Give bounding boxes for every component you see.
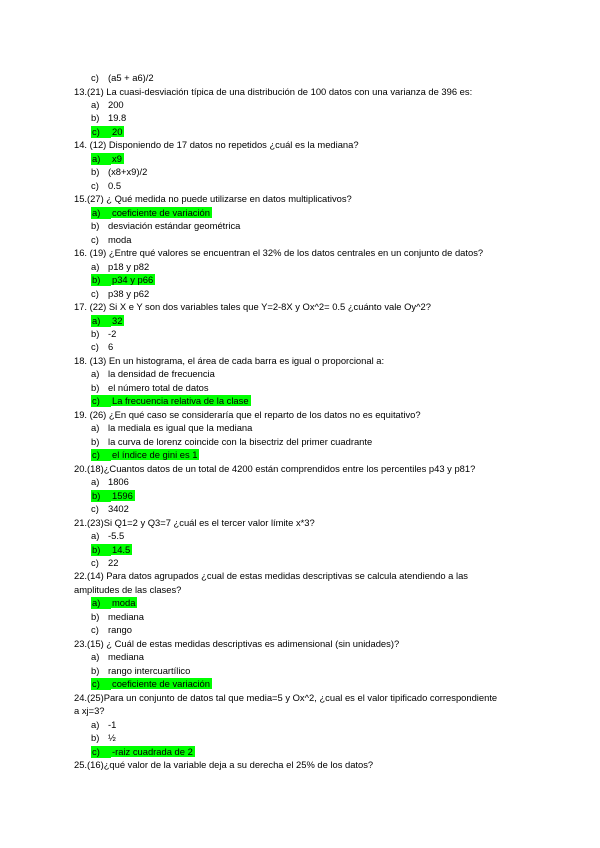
question-text: 14. (12) Disponiendo de 17 datos no repetidos ¿cuál es la mediana? [74, 139, 359, 151]
answer-option [91, 557, 118, 569]
answer-option [91, 341, 113, 353]
option-letter: a) [91, 207, 111, 219]
option-text: ½ [108, 732, 116, 743]
correct-answer-text: 32 [112, 314, 123, 326]
option-letter: c) [91, 556, 99, 568]
option-text: rango intercuartílico [108, 664, 191, 676]
option-text: desviación estándar geométrica [108, 220, 241, 232]
answer-option [91, 436, 372, 448]
option-letter: a) [91, 530, 100, 541]
answer-option [91, 597, 137, 609]
option-letter: b) [91, 732, 100, 743]
answer-option [91, 530, 124, 542]
answer-option [91, 746, 195, 758]
question-text: 19. (26) ¿En qué caso se consideraría que el reparto de los datos no es equitativo? [74, 408, 421, 420]
option-text: la densidad de frecuencia [108, 368, 215, 380]
answer-option [91, 261, 149, 273]
option-letter: b) [91, 112, 100, 124]
option-text: 6 [108, 341, 114, 353]
answer-option [91, 220, 240, 232]
option-letter: c) [91, 624, 99, 636]
option-letter: a) [91, 368, 100, 380]
question-text: 13.(21) La cuasi-desviación típica de una distribución de 100 datos con una varianza de 396 es: [74, 85, 473, 97]
answer-option [91, 126, 124, 138]
question-text: 20.(18)¿Cuantos datos de un total de 4200 están comprendidos entre los percentiles p43 y p81? [74, 462, 476, 474]
answer-option [91, 665, 190, 677]
question-text: 25.(16)¿qué valor de la variable deja a su derecha el 25% de los datos? [74, 759, 374, 770]
answer-option [91, 490, 135, 502]
option-letter: b) [91, 274, 111, 286]
option-text: p18 y p82 [108, 260, 150, 272]
answer-option [91, 274, 155, 286]
option-text: rango [108, 624, 132, 636]
option-letter: b) [91, 435, 100, 447]
question-text: 21.(23)Si Q1=2 y Q3=7 ¿cuál es el tercer valor límite x*3? [74, 516, 315, 528]
correct-answer-text: moda [112, 597, 136, 609]
correct-answer-text: 14.5 [112, 543, 131, 555]
correct-answer-text: coeficiente de variación [112, 206, 210, 218]
option-text: -2 [108, 327, 117, 339]
option-text: mediana [108, 651, 144, 663]
correct-answer-text: -raiz cuadrada de 2 [112, 745, 193, 757]
option-text: (x8+x9)/2 [108, 166, 148, 178]
correct-answer-text: coeficiente de variación [112, 678, 210, 690]
option-letter: a) [91, 597, 111, 609]
option-letter: a) [91, 315, 111, 327]
correct-answer-text: 1596 [112, 489, 133, 501]
question-text: 15.(27) ¿ Qué medida no puede utilizarse en datos multiplicativos? [74, 193, 352, 205]
option-letter: c) [91, 503, 99, 514]
option-text: 200 [108, 98, 124, 110]
correct-answer-text: p34 y p66 [112, 274, 154, 286]
option-letter: a) [91, 98, 100, 110]
option-letter: c) [91, 678, 111, 690]
option-text: -5.5 [108, 530, 125, 541]
answer-option [91, 368, 215, 380]
option-letter: a) [91, 422, 100, 434]
answer-option [91, 382, 209, 394]
answer-option [91, 288, 149, 300]
question-continuation: a xj=3? [74, 705, 105, 717]
correct-answer-text: 20 [112, 125, 123, 137]
question-text: 17. (22) Si X e Y son dos variables tales que Y=2-8X y Ox^2= 0.5 ¿cuánto vale Oy^2? [74, 301, 431, 312]
option-text: 3402 [108, 503, 129, 514]
answer-option [91, 72, 154, 84]
answer-option [91, 732, 116, 744]
answer-option [91, 651, 144, 663]
option-letter: b) [91, 166, 100, 178]
answer-option [91, 544, 132, 556]
option-letter: b) [91, 610, 100, 622]
answer-option [91, 611, 144, 623]
option-letter: c) [91, 179, 99, 191]
question-text: 22.(14) Para datos agrupados ¿cual de estas medidas descriptivas se calcula atendiendo a las [74, 570, 468, 582]
option-text: 1806 [108, 476, 129, 488]
answer-option [91, 476, 129, 488]
answer-option [91, 166, 147, 178]
answer-option [91, 678, 212, 690]
option-text: (a5 + a6)/2 [108, 72, 154, 83]
option-letter: a) [91, 153, 111, 165]
option-letter: c) [91, 287, 99, 299]
question-continuation: amplitudes de las clases? [74, 583, 182, 595]
answer-option [91, 153, 124, 165]
option-letter: a) [91, 651, 100, 663]
answer-option [91, 422, 252, 434]
option-letter: c) [91, 449, 111, 461]
option-letter: c) [91, 126, 111, 138]
correct-answer-text: el índice de gini es 1 [112, 449, 198, 461]
answer-option [91, 112, 126, 124]
option-text: la curva de lorenz coincide con la bisectriz del primer cuadrante [108, 435, 373, 447]
option-letter: c) [91, 233, 99, 245]
question-text: 24.(25)Para un conjunto de datos tal que media=5 y Ox^2, ¿cual es el valor tipificado correspondiente [74, 691, 498, 703]
answer-option [91, 99, 124, 111]
question-text: 18. (13) En un histograma, el área de cada barra es igual o proporcional a: [74, 354, 385, 366]
answer-option [91, 719, 116, 731]
option-letter: a) [91, 718, 100, 730]
answer-option [91, 315, 124, 327]
correct-answer-text: La frecuencia relativa de la clase [112, 395, 249, 407]
option-letter: b) [91, 544, 111, 556]
option-text: mediana [108, 610, 144, 622]
option-letter: b) [91, 327, 100, 339]
option-letter: b) [91, 664, 100, 676]
answer-option [91, 207, 212, 219]
option-text: 19.8 [108, 112, 127, 124]
answer-option [91, 449, 199, 461]
option-text: 0.5 [108, 179, 122, 191]
option-text: la mediala es igual que la mediana [108, 422, 253, 434]
option-letter: b) [91, 381, 100, 393]
answer-option [91, 395, 251, 407]
option-letter: c) [91, 395, 111, 407]
answer-option [91, 328, 116, 340]
option-letter: b) [91, 490, 111, 502]
answer-option [91, 624, 132, 636]
option-letter: c) [91, 746, 111, 758]
question-text: 23.(15) ¿ Cuál de estas medidas descriptivas es adimensional (sin unidades)? [74, 637, 400, 649]
option-letter: a) [91, 260, 100, 272]
option-text: p38 y p62 [108, 287, 150, 299]
option-text: -1 [108, 718, 117, 730]
answer-option [91, 503, 129, 515]
correct-answer-text: x9 [112, 152, 122, 164]
answer-option [91, 234, 131, 246]
option-text: 22 [108, 556, 119, 568]
option-text: el número total de datos [108, 381, 209, 393]
option-letter: c) [91, 341, 99, 353]
option-letter: b) [91, 220, 100, 232]
question-text: 16. (19) ¿Entre qué valores se encuentran el 32% de los datos centrales en un conjunto de datos? [74, 247, 484, 259]
option-text: moda [108, 233, 132, 245]
option-letter: c) [91, 72, 99, 83]
answer-option [91, 180, 121, 192]
option-letter: a) [91, 476, 100, 488]
